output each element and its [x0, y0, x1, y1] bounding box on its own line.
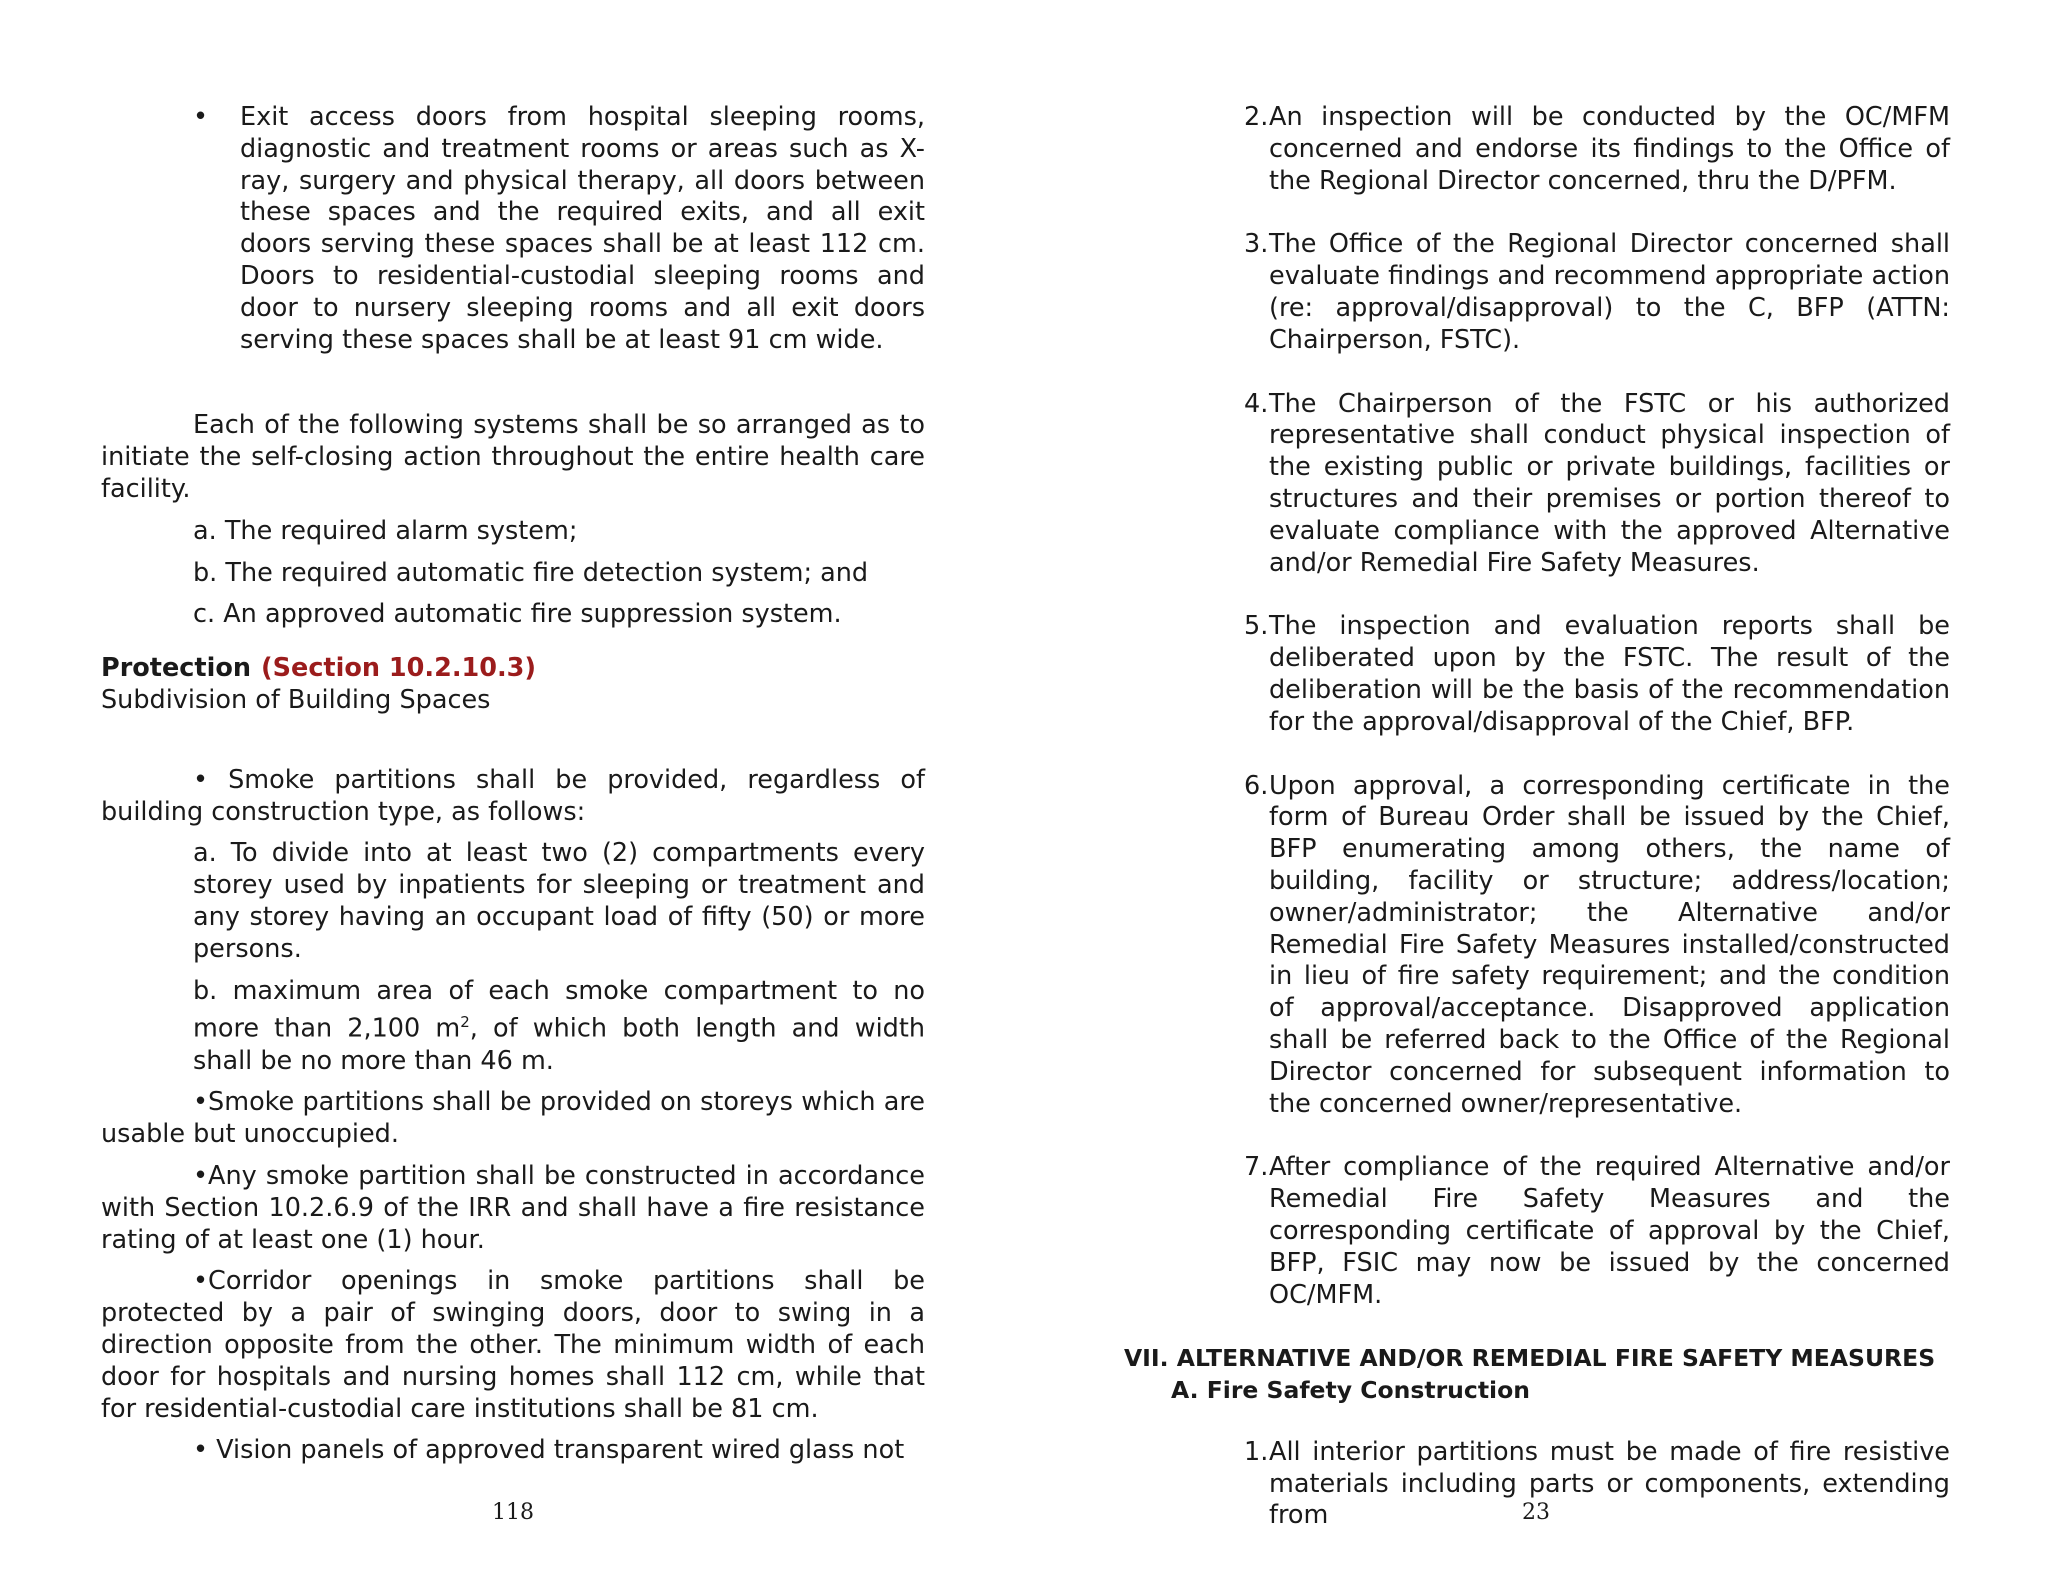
list-item [1124, 611, 1950, 738]
right-page-body [1124, 102, 1950, 1532]
page-number-right: 23 [1522, 1500, 1550, 1525]
item-number: 2. [1244, 102, 1269, 132]
list-item [1124, 771, 1950, 1121]
exit-door-bullet [101, 102, 925, 356]
list-item [1124, 229, 1950, 356]
system-item-c: c. An approved automatic fire suppression system. [193, 599, 842, 630]
subdivision-subheading: Subdivision of Building Spaces [101, 684, 491, 715]
item-text: After compliance of the required Alternative and/or Remedial Fire Safety Measures and the corresponding certificate of approval by the Chief, BFP, FSIC may now be issued by the concerned OC/MFM. [1269, 1152, 1950, 1310]
section-vii-heading: VII. ALTERNATIVE AND/OR REMEDIAL FIRE SAFETY MEASURES [1124, 1344, 1936, 1373]
item-number: 3. [1244, 229, 1269, 260]
item-number: 6. [1244, 770, 1269, 801]
smoke-storeys-bullet: •Smoke partitions shall be provided on storeys which are usable but unoccupied. [101, 1087, 925, 1150]
list-item [1124, 389, 1950, 580]
item-text: All interior partitions must be made of fire resistive materials including parts or components, extending from [1269, 1436, 1950, 1531]
smoke-partitions-intro: • Smoke partitions shall be provided, regardless of building construction type, as follows: [101, 764, 925, 827]
page-number-left: 118 [492, 1500, 534, 1525]
vision-panels-bullet: • Vision panels of approved transparent wired glass not [193, 1435, 905, 1466]
fire-safety-construction-heading: A. Fire Safety Construction [1171, 1376, 1530, 1405]
item-text: An inspection will be conducted by the OC/MFM concerned and endorse its findings to the Office of the Regional Director concerned, thru the D/PFM. [1269, 102, 1950, 196]
list-item [1124, 1152, 1950, 1311]
section-reference: (Section 10.2.10.3) [261, 653, 537, 684]
item-text: The Chairperson of the FSTC or his authorized representative shall conduct physical inspection of the existing public or private buildings, facilities or structures and their premises or portion thereof to evaluate compliance with the approved Alternative and/or Remedial Fire Safety Measures. [1269, 388, 1950, 578]
item-number: 5. [1244, 611, 1269, 642]
protection-heading [101, 653, 925, 685]
list-item [1124, 102, 1950, 197]
left-page-body [101, 102, 925, 1467]
corridor-openings-bullet: •Corridor openings in smoke partitions shall be protected by a pair of swinging doors, door to swing in a direction opposite from the other. The minimum width of each door for hospitals and nursing homes shall 112 cm, while that for residential-custodial care institutions shall be 81 cm. [101, 1266, 925, 1424]
self-closing-paragraph: Each of the following systems shall be so arranged as to initiate the self-closing action throughout the entire health care facility. [101, 410, 925, 504]
system-item-b: b. The required automatic fire detection system; and [193, 557, 869, 588]
right-page [1024, 0, 2048, 1582]
item-number: 4. [1244, 388, 1269, 419]
smoke-item-b-start: b. maximum area of each smoke compartment to no more than 2,100 m [193, 975, 925, 1044]
exit-door-text: Exit access doors from hospital sleeping rooms, diagnostic and treatment rooms or areas such as X-ray, surgery and physical therapy, all doors between these spaces and the required exits, and all exit doors serving these spaces shall be at least 112 cm. Doors to residential-custodial sleeping rooms and door to nursery sleeping rooms and all exit doors serving these spaces shall be at least 91 cm wide. [240, 102, 925, 355]
system-item-a: a. The required alarm system; [193, 515, 578, 546]
heading-label: Protection [101, 653, 251, 684]
smoke-item-b-end: , of which both length and width shall be no more than 46 m. [193, 1013, 925, 1076]
item-text: Upon approval, a corresponding certificate in the form of Bureau Order shall be issued by the Chief, BFP enumerating among others, the name of building, facility or structure; address/location; owner/administrator; the Alternative and/or Remedial Fire Safety Measures installed/constructed in lieu of fire safety requirement; and the condition of approval/acceptance. Disapproved application shall be referred back to the Office of the Regional Director concerned for subsequent information to the concerned owner/representative. [1269, 770, 1950, 1119]
item-text: The inspection and evaluation reports shall be deliberated upon by the FSTC. The result of the deliberation will be the basis of the recommendation for the approval/disapproval of the Chief, BFP. [1269, 611, 1950, 737]
procedure-list [1124, 102, 1950, 1311]
smoke-item-b [193, 976, 925, 1078]
item-number: 1. [1244, 1436, 1269, 1467]
smoke-item-a: a. To divide into at least two (2) compartments every storey used by inpatients for sleeping or treatment and any storey having an occupant load of fifty (50) or more persons. [193, 838, 925, 964]
smoke-construction-bullet: •Any smoke partition shall be constructed in accordance with Section 10.2.6.9 of the IRR and shall have a fire resistance rating of at least one (1) hour. [101, 1161, 925, 1255]
item-number: 7. [1244, 1152, 1269, 1183]
superscript-two: 2 [460, 1013, 470, 1032]
bullet-icon: • [193, 102, 209, 132]
item-text: The Office of the Regional Director concerned shall evaluate findings and recommend appropriate action (re: approval/disapproval) to the C, BFP (ATTN: Chairperson, FSTC). [1269, 229, 1950, 355]
